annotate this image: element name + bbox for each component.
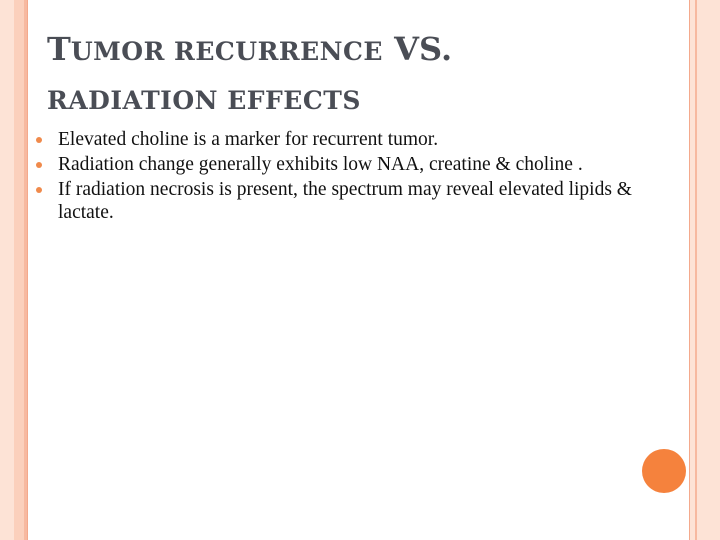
- bullet-dot-icon: [36, 187, 42, 193]
- title-vs: VS.: [383, 30, 453, 68]
- bullet-list: [36, 128, 676, 226]
- bullet-text: If radiation necrosis is present, the spectrum may reveal elevated lipids & lactate.: [58, 179, 632, 223]
- bullet-dot-icon: [36, 162, 42, 168]
- bullet-item: [36, 128, 676, 151]
- title-line2: RADIATION EFFECTS: [47, 86, 361, 115]
- orange-circle-decoration: [642, 449, 686, 493]
- bullet-item: [36, 178, 676, 224]
- left-border-line: [27, 0, 28, 540]
- bullet-text: Radiation change generally exhibits low NAA, creatine & choline .: [58, 154, 583, 175]
- slide-title: [47, 26, 667, 124]
- left-decorative-border: [0, 0, 27, 540]
- right-decorative-border: [689, 0, 720, 540]
- bullet-dot-icon: [36, 137, 42, 143]
- bullet-text: Elevated choline is a marker for recurrent tumor.: [58, 129, 439, 150]
- title-line1-rest: UMOR RECURRENCE: [70, 37, 383, 66]
- bullet-item: [36, 153, 676, 176]
- title-first-letter: T: [47, 30, 71, 68]
